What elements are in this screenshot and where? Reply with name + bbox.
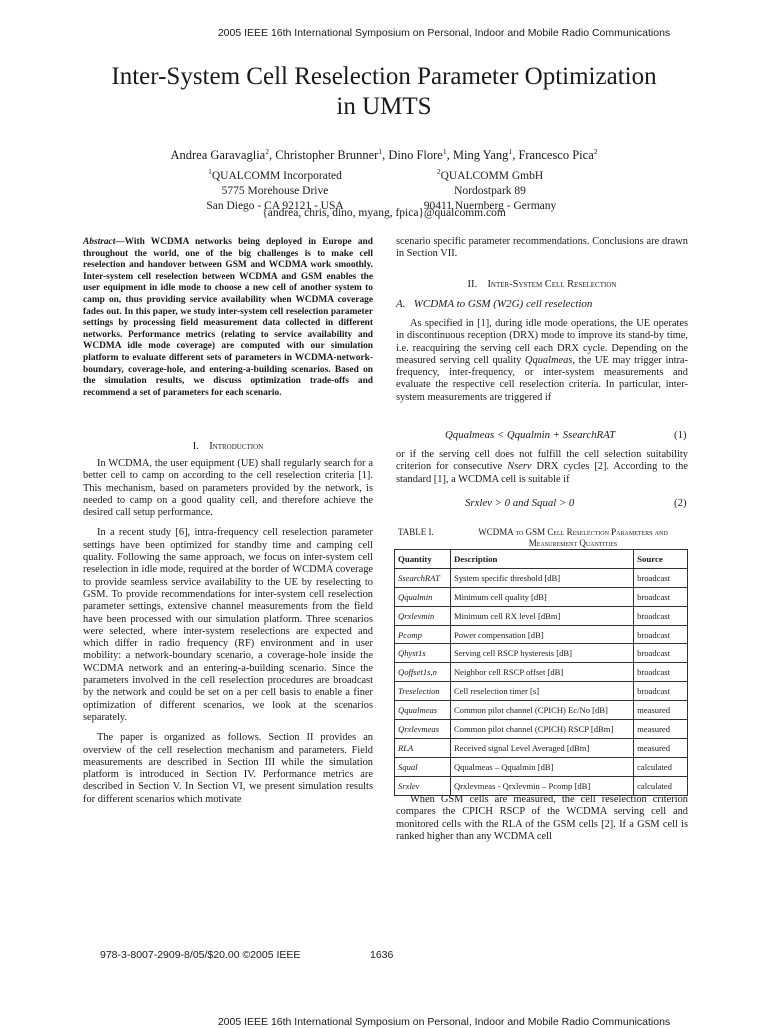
abstract-text: With WCDMA networks being deployed in Europe and throughout the world, one of the big challenges is to make cell reselection and handover between GSM and WCDMA work smoothly. Inter-system cell reselection between WCDMA and GSM enables the user equipment in idle mode to choose a new cell of another system to camp on, thus providing service availability when WCDMA coverage fades out. In this paper, we study inter-system cell reselection parameter settings by processing field measurement data collected in different networks. Performance metrics (relating to service availability and WCDMA idle mode coverage) are computed with our simulation platform to evaluate different sets of parameters in WCDMA-network-boundary, coverage-hole, and entering-a-building scenarios. Based on the simulation results, we discuss optimization trade-offs and recommend a set of parameters for each scenario. [83,237,373,398]
author: Ming Yang [452,148,509,163]
table-row [395,663,688,682]
quantity-cell: Squal [395,757,451,776]
table-row [395,625,688,644]
author-emails: {andrea, chris, dino, myang, fpica}@qualcomm.com [262,207,506,219]
table-row [395,568,688,587]
description-cell: System specific threshold [dB] [450,568,633,587]
source-cell: calculated [634,776,688,795]
column-header: Quantity [395,550,451,569]
description-cell: Power compensation [dB] [450,625,633,644]
table-row [395,738,688,757]
source-cell: broadcast [634,644,688,663]
table-row [395,587,688,606]
source-cell: calculated [634,757,688,776]
description-cell: Neighbor cell RSCP offset [dB] [450,663,633,682]
after-table-text [396,794,688,843]
paragraph: In WCDMA, the user equipment (UE) shall regularly search for a better cell to camp on according to the cell reselection criteria [1]. This mechanism, based on parameters provided by the network, is needed to camp on a good quality cell, and therefore achieve the desired call setup performance. [83,458,373,519]
description-cell: Minimum cell quality [dB] [450,587,633,606]
author: Christopher Brunner [275,148,379,163]
description-cell: Common pilot channel (CPICH) RSCP [dBm] [450,720,633,739]
table-header-row [395,550,688,569]
table-row [395,757,688,776]
table-row [395,720,688,739]
author: Francesco Pica [518,148,594,163]
description-cell: Serving cell RSCP hysteresis [dB] [450,644,633,663]
column-header: Description [450,550,633,569]
paper-title [0,62,768,122]
quantity-cell: Qhyst1s [395,644,451,663]
abstract: Abstract—With WCDMA networks being deployed in Europe and throughout the world, one of the big challenges is to make cell reselection and handover between GSM and WCDMA work smoothly. Inter-system cell reselection between WCDMA and GSM enables the user equipment in idle mode to choose a new cell of another system to camp on, thus providing service availability when WCDMA coverage fades out. In this paper, we study inter-system cell reselection parameter settings by processing field measurement data collected in different networks. Performance metrics (relating to service availability and WCDMA idle mode coverage) are computed with our simulation platform to evaluate different sets of parameters in WCDMA-network-boundary, coverage-hole, and entering-a-building scenarios. Based on the simulation results, we discuss optimization trade-offs and recommend a set of parameters for each scenario. [83,237,373,398]
quantity-cell: Qqualmin [395,587,451,606]
table-row [395,682,688,701]
title-line-1: Inter-System Cell Reselection Parameter Optimization [111,63,657,90]
source-cell: broadcast [634,587,688,606]
quantity-cell: Pcomp [395,625,451,644]
table-label: TABLE I. [398,527,434,537]
equation-1-number: (1) [674,429,687,441]
quantity-cell: Srxlev [395,776,451,795]
equation-2-number: (2) [674,497,687,509]
description-cell: Cell reselection timer [s] [450,682,633,701]
footer-isbn: 978-3-8007-2909-8/05/$20.00 ©2005 IEEE [100,949,301,961]
equation-1: Qqualmeas < Qqualmin + SsearchRAT [445,429,616,441]
quantity-cell: Treselection [395,682,451,701]
quantity-cell: RLA [395,738,451,757]
next-page-header: 2005 IEEE 16th International Symposium on Personal, Indoor and Mobile Radio Communications [217,1016,671,1028]
description-cell: Qqualmeas – Qqualmin [dB] [450,757,633,776]
table-row [395,606,688,625]
author: Dino Flore [388,148,443,163]
affiliation-1: $^1$QUALCOMM Incorporated 5775 Morehouse Drive San Diego - CA 92121 - USA [206,167,344,212]
paragraph: The paper is organized as follows. Section II provides an overview of the cell reselection mechanism and parameters. Field measurements are described in Section III while the simulation platform is introduced in Section IV. Performance metrics are described in Section V. In Section VI, we present simulation results for different scenarios which motivate [83,732,373,805]
column-header: Source [634,550,688,569]
table-row [395,644,688,663]
subsection-heading: A. WCDMA to GSM (W2G) cell reselection [396,298,593,310]
source-cell: measured [634,701,688,720]
quantity-cell: SsearchRAT [395,568,451,587]
parameters-table [394,549,688,796]
affiliation-2: $^2$QUALCOMM GmbH Nordostpark 89 90411 Nuernberg - Germany [423,167,557,212]
section-1-body [83,458,373,806]
quantity-cell: Qqualmeas [395,701,451,720]
paragraph: In a recent study [6], intra-frequency cell reselection parameter settings have been optimized for standby time and camping cell quality. Following the same approach, we focus on inter-system cell reselection in idle mode, required at the border of WCDMA coverage to provide seamless service availability to the UE by reselecting to GSM. To provide recommendations for inter-system cell reselection parameter settings, extensive channel measurements from the field have been processed with our simulation platform. Three scenarios were selected, where inter-system reselections are expected and which differ in radio frequency (RF) environment and in user mobility: a network-boundary scenario, a coverage-hole inside the WCDMA network and an entering-a-building scenario. Since the parameters involved in the cell reselection procedures are broadcast by the network and could be set on a per cell basis to enable a finer optimization of different scenarios, we look at the scenarios separately. [83,527,373,723]
abstract-label: Abstract [83,237,116,247]
table-row [395,701,688,720]
section-2-body [396,318,688,404]
paragraph: scenario specific parameter recommendations. Conclusions are drawn in Section VII. [396,236,688,260]
conference-header: 2005 IEEE 16th International Symposium on Personal, Indoor and Mobile Radio Communications [217,27,671,39]
page-number: 1636 [370,949,394,961]
author: Andrea Garavaglia [170,148,266,163]
table-caption: WCDMA to GSM Cell Reselection Parameters and Measurement Quantities [478,527,668,548]
paragraph: As specified in [1], during idle mode operations, the UE operates in discontinuous reception (DRX) mode to improve its stand-by time, i.e. reacquiring the serving cell each DRX cycle. Depending on the measured serving cell quality Qqualmeas, the UE may trigger intra-frequency, inter-frequency, or inter-system measurements and evaluate the respective cell reselection criteria. In particular, inter-system measurements are triggered if [396,318,688,403]
equation-2: Srxlev > 0 and Squal > 0 [465,497,575,509]
source-cell: broadcast [634,663,688,682]
quantity-cell: Qrxlevmeas [395,720,451,739]
description-cell: Minimum cell RX level [dBm] [450,606,633,625]
right-column-continuation [396,236,688,261]
section-2-body-2: or if the serving cell does not fulfill the cell selection suitability criterion for consecutive Nserv DRX cycles [2]. According to the standard [1], a WCDMA cell is suitable if [396,449,688,485]
paragraph: When GSM cells are measured, the cell reselection criterion compares the CPICH RSCP of the WCDMA serving cell and monitored cells with the RLA of the GSM cells [2]. If a GSM cell is ranked higher than any WCDMA cell [396,794,688,842]
quantity-cell: Qoffset1s,n [395,663,451,682]
description-cell: Common pilot channel (CPICH) Ec/No [dB] [450,701,633,720]
source-cell: broadcast [634,568,688,587]
description-cell: Received signal Level Averaged [dBm] [450,738,633,757]
author-list: Andrea Garavaglia$^2$, Christopher Brunner$^1$, Dino Flore$^1$, Ming Yang$^1$, Francesco Pica$^2$ [170,147,598,163]
source-cell: broadcast [634,625,688,644]
title-line-2: in UMTS [336,93,432,120]
source-cell: broadcast [634,606,688,625]
table-row [395,776,688,795]
section-2-heading: II. Inter-System Cell Reselection [467,279,617,290]
section-1-heading: I. Introduction [192,441,264,452]
description-cell: Qrxlevmeas - Qrxlevmin – Pcomp [dB] [450,776,633,795]
source-cell: broadcast [634,682,688,701]
source-cell: measured [634,738,688,757]
quantity-cell: Qrxlevmin [395,606,451,625]
source-cell: measured [634,720,688,739]
